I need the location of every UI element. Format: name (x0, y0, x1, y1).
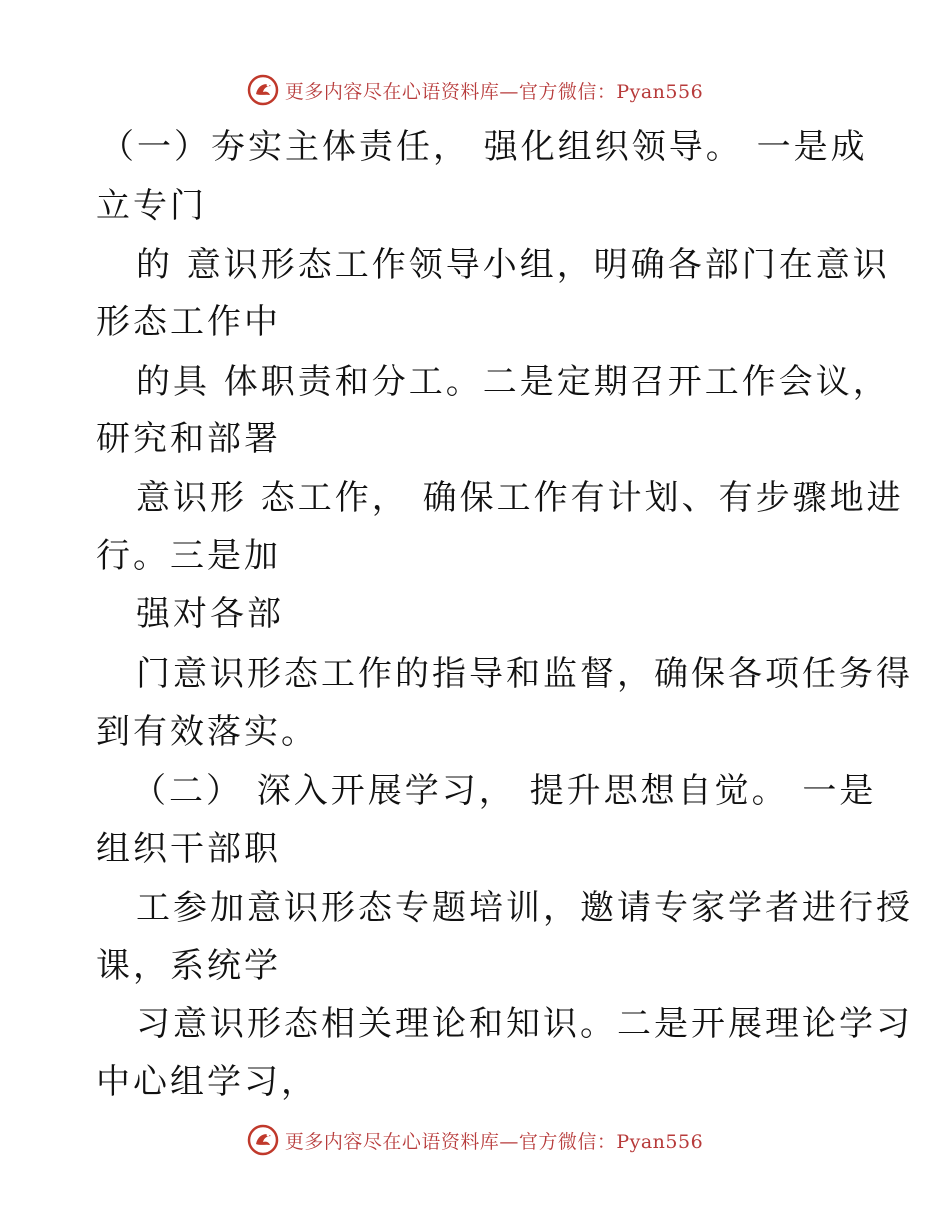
banner-text: 更多内容尽在心语资料库—官方微信：Pyan556 (284, 1130, 704, 1153)
text-line: 习意识形态相关理论和知识。二是开展理论学习 (136, 1004, 913, 1044)
text-line: 课，系统学 (96, 946, 281, 986)
red-dragon-seal-icon (247, 1124, 279, 1156)
banner-text: 更多内容尽在心语资料库—官方微信：Pyan556 (284, 80, 704, 103)
text-line: 组织干部职 (96, 829, 281, 869)
text-line: 强对各部 (136, 594, 284, 634)
text-line: 到有效落实。 (96, 712, 318, 752)
text-line: 的具 体职责和分工。二是定期召开工作会议， (136, 362, 890, 402)
text-line: 立专门 (96, 186, 207, 226)
text-line: （二） 深入开展学习， 提升思想自觉。 一是 (132, 771, 877, 811)
text-line: 工参加意识形态专题培训，邀请专家学者进行授 (136, 888, 913, 928)
text-line: 意识形 态工作， 确保工作有计划、有步骤地进 (136, 478, 904, 518)
text-line: 的 意识形态工作领导小组，明确各部门在意识 (136, 245, 890, 285)
text-line: 中心组学习， (96, 1062, 318, 1102)
text-line: 研究和部署 (96, 419, 281, 459)
footer-banner (0, 1120, 950, 1160)
text-line: 门意识形态工作的指导和监督，确保各项任务得 (136, 654, 913, 694)
text-line: 形态工作中 (96, 302, 281, 342)
text-line: 行。三是加 (96, 536, 281, 576)
text-line: （一）夯实主体责任， 强化组织领导。 一是成 (100, 127, 868, 167)
